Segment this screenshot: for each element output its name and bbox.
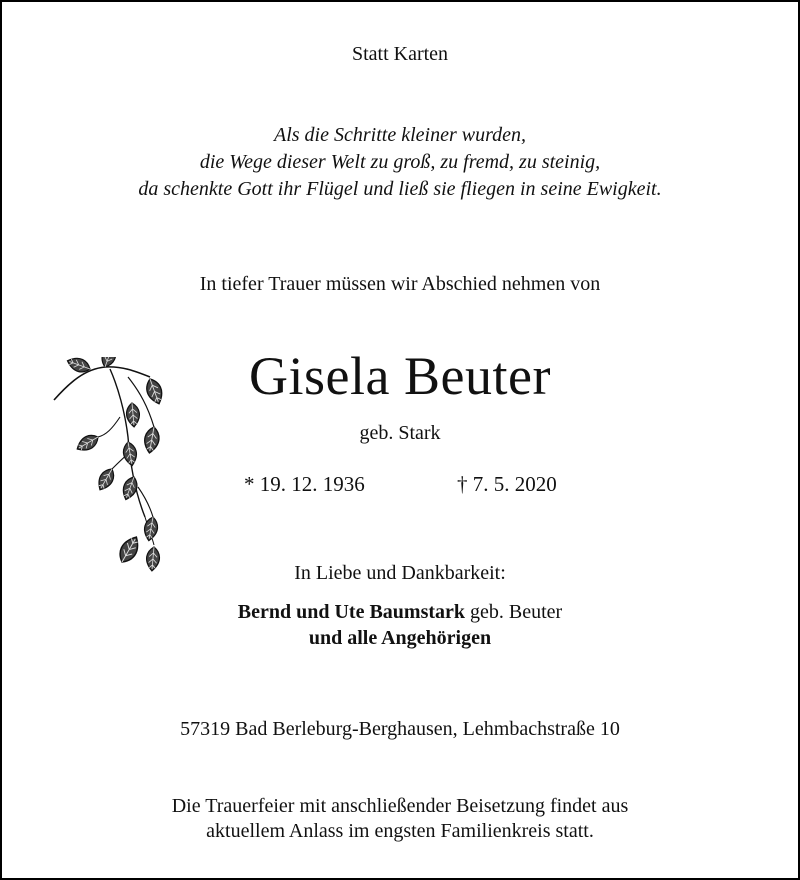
closing-text: In Liebe und Dankbarkeit: [294, 562, 506, 584]
birth-date: * 19. 12. 1936 [244, 472, 365, 496]
family-others: und alle Angehörigen [308, 627, 492, 649]
funeral-info [2, 794, 798, 844]
header-text: Statt Karten [351, 43, 449, 65]
poem [2, 122, 798, 203]
funeral-info-line-1: Die Trauerfeier mit anschließender Beisetzung findet aus [171, 795, 629, 817]
family-names [2, 601, 798, 624]
deceased-name: Gisela Beuter [249, 346, 551, 406]
birth-name: geb. Stark [359, 422, 441, 444]
funeral-info-line-2: aktuellem Anlass im engsten Familienkreis statt. [206, 820, 594, 842]
address: 57319 Bad Berleburg-Berghausen, Lehmbachstraße 10 [180, 718, 620, 740]
poem-line-1: Als die Schritte kleiner wurden, [274, 124, 526, 146]
poem-line-3: da schenkte Gott ihr Flügel und ließ sie fliegen in seine Ewigkeit. [138, 178, 662, 200]
announcement-text: In tiefer Trauer müssen wir Abschied nehmen von [199, 273, 601, 295]
family-names-suffix: geb. Beuter [465, 601, 563, 623]
family-names-bold: Bernd und Ute Baumstark [237, 601, 466, 623]
poem-line-2: die Wege dieser Welt zu groß, zu fremd, zu steinig, [199, 151, 601, 173]
death-date: † 7. 5. 2020 [457, 472, 557, 496]
